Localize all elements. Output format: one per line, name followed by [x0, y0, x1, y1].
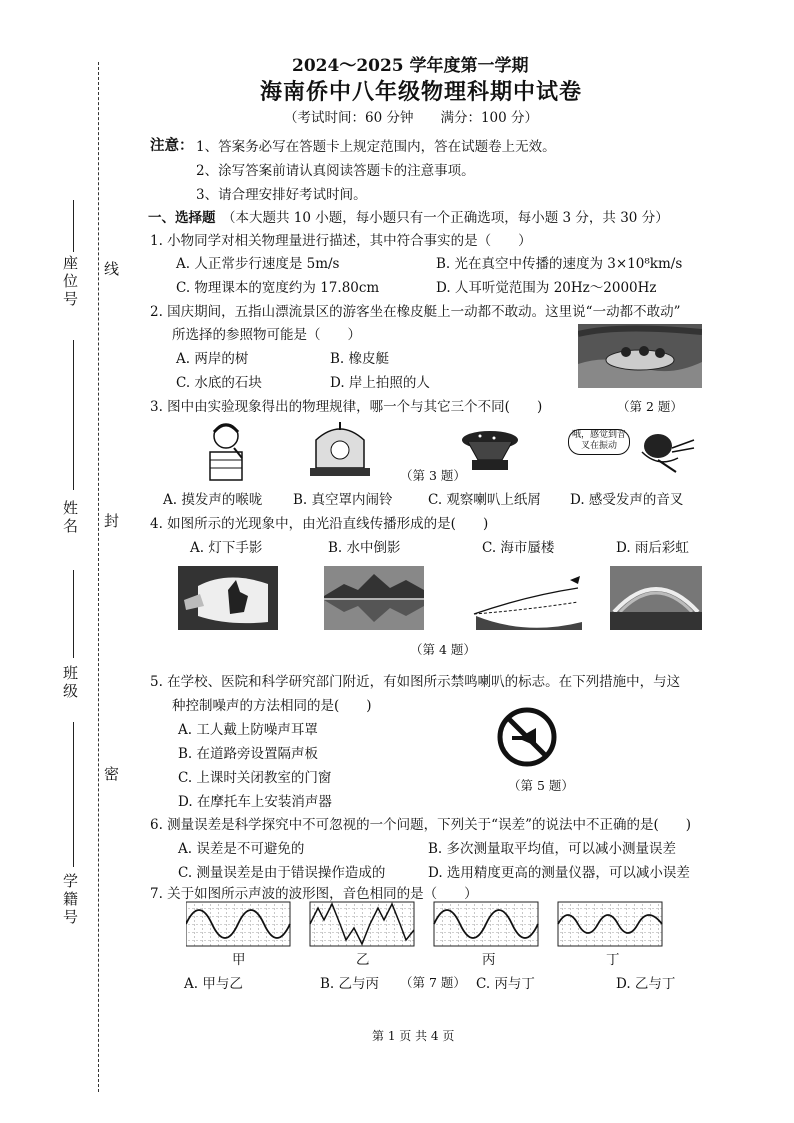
- section1-desc: （本大题共 10 小题，每小题只有一个正确选项，每小题 3 分，共 30 分）: [222, 210, 669, 226]
- q5-option-b: B. 在道路旁设置隔声板: [178, 746, 319, 762]
- q6-option-b: B. 多次测量取平均值，可以减小测量误差: [428, 841, 677, 857]
- exam-info: （考试时间：60 分钟 满分：100 分）: [284, 110, 539, 126]
- q6-stem: 6. 测量误差是科学探究中不可忽视的一个问题，下列关于“误差”的说法中不正确的是( ): [150, 817, 692, 833]
- term-heading: 2024～2025 学年度第一学期: [292, 56, 529, 76]
- q3-option-c: C. 观察喇叭上纸屑: [428, 492, 541, 508]
- q3-caption: （第 3 题）: [400, 468, 466, 483]
- note-2: 2、涂写答案前请认真阅读答题卡的注意事项。: [196, 163, 475, 179]
- q4-mirage-diagram: [466, 566, 586, 630]
- note-1: 1、答案务必写在答题卡上规定范围内，答在试题卷上无效。: [196, 139, 556, 155]
- no-horn-sign-icon: [496, 706, 558, 768]
- q3-speech-bubble: 哦，感觉到音叉在振动: [568, 429, 630, 455]
- q3-option-b: B. 真空罩内闹铃: [293, 492, 393, 508]
- waveform-jia: [186, 902, 290, 946]
- q2-rafting-photo: [578, 324, 702, 388]
- q2-option-d: D. 岸上拍照的人: [330, 375, 430, 391]
- q2-option-b: B. 橡皮艇: [330, 351, 390, 367]
- q7-label-bing: 丙: [482, 952, 496, 968]
- class-label: 班级: [61, 665, 79, 701]
- q7-label-yi: 乙: [356, 952, 370, 968]
- seal-char-mi: 密: [104, 765, 120, 783]
- q4-option-b: B. 水中倒影: [328, 540, 401, 556]
- name-label: 姓名: [61, 500, 79, 536]
- q3-speaker-figure: [458, 426, 522, 474]
- q1-stem: 1. 小物同学对相关物理量进行描述，其中符合事实的是（ ）: [150, 233, 532, 249]
- q2-stem-line1: 2. 国庆期间，五指山漂流景区的游客坐在橡皮艇上一动都不敢动。这里说“一动都不敢动”: [150, 304, 681, 320]
- q4-hand-shadow-photo: [178, 566, 278, 630]
- q2-option-a: A. 两岸的树: [176, 351, 249, 367]
- q5-stem-line1: 5. 在学校、医院和科学研究部门附近，有如图所示禁鸣喇叭的标志。在下列措施中，与这: [150, 674, 681, 690]
- q7-label-ding: 丁: [606, 952, 620, 968]
- q1-option-c: C. 物理课本的宽度约为 17.80cm: [176, 280, 380, 296]
- seat-label: 座位号: [61, 255, 79, 309]
- q4-stem: 4. 如图所示的光现象中，由光沿直线传播形成的是( ): [150, 516, 489, 532]
- seal-char-line: 线: [104, 260, 120, 278]
- q3-throat-figure: [196, 418, 256, 482]
- q5-option-d: D. 在摩托车上安装消声器: [178, 794, 332, 810]
- q7-waveform-graphs: [186, 900, 666, 950]
- q7-stem: 7. 关于如图所示声波的波形图，音色相同的是（ ）: [150, 886, 478, 902]
- q1-option-b: B. 光在真空中传播的速度为 3×10⁸km/s: [436, 256, 683, 272]
- q1-option-d: D. 人耳听觉范围为 20Hz～2000Hz: [436, 280, 657, 296]
- q7-caption: （第 7 题）: [400, 975, 466, 990]
- q7-option-b: B. 乙与丙: [320, 976, 380, 992]
- q1-option-a: A. 人正常步行速度是 5m/s: [176, 256, 340, 272]
- q5-stem-line2: 种控制噪声的方法相同的是( ): [172, 698, 372, 714]
- name-field[interactable]: [73, 340, 74, 490]
- q3-option-a: A. 摸发声的喉咙: [163, 492, 263, 508]
- class-field[interactable]: [73, 570, 74, 658]
- q4-reflection-photo: [324, 566, 424, 630]
- page-number: 第 1 页 共 4 页: [372, 1029, 455, 1043]
- q5-option-a: A. 工人戴上防噪声耳罩: [178, 722, 318, 738]
- q4-caption: （第 4 题）: [410, 642, 476, 657]
- q7-option-a: A. 甲与乙: [184, 976, 243, 992]
- student-id-field[interactable]: [73, 722, 74, 867]
- q5-option-c: C. 上课时关闭教室的门窗: [178, 770, 332, 786]
- seat-field[interactable]: [73, 200, 74, 252]
- student-id-label: 学籍号: [61, 873, 79, 927]
- q5-caption: （第 5 题）: [508, 778, 574, 793]
- q7-label-jia: 甲: [232, 952, 246, 968]
- q4-rainbow-photo: [610, 566, 702, 630]
- waveform-yi: [310, 902, 414, 946]
- q2-caption: （第 2 题）: [617, 399, 683, 414]
- q3-vacuum-bell-figure: [308, 418, 372, 478]
- exam-title: 海南侨中八年级物理科期中试卷: [260, 79, 583, 105]
- q6-option-c: C. 测量误差是由于错误操作造成的: [178, 865, 386, 881]
- q6-option-d: D. 选用精度更高的测量仪器，可以减小误差: [428, 865, 690, 881]
- q7-option-d: D. 乙与丁: [616, 976, 676, 992]
- binding-cut-line: [98, 62, 99, 1092]
- q3-tuning-fork-figure: [628, 428, 698, 474]
- q6-option-a: A. 误差是不可避免的: [178, 841, 305, 857]
- q7-option-c: C. 丙与丁: [476, 976, 535, 992]
- q2-option-c: C. 水底的石块: [176, 375, 262, 391]
- section1-title: 一、选择题: [148, 210, 216, 226]
- q3-option-d: D. 感受发声的音叉: [570, 492, 684, 508]
- q4-option-d: D. 雨后彩虹: [616, 540, 689, 556]
- q4-option-c: C. 海市蜃楼: [482, 540, 555, 556]
- waveform-bing: [434, 902, 538, 946]
- q2-stem-line2: 所选择的参照物可能是（ ）: [172, 327, 361, 343]
- notes-label: 注意：: [150, 137, 194, 154]
- q4-option-a: A. 灯下手影: [190, 540, 263, 556]
- note-3: 3、请合理安排好考试时间。: [196, 187, 367, 203]
- seal-char-feng: 封: [104, 512, 120, 530]
- q3-stem: 3. 图中由实验现象得出的物理规律，哪一个与其它三个不同( ): [150, 399, 543, 415]
- waveform-ding: [558, 902, 662, 946]
